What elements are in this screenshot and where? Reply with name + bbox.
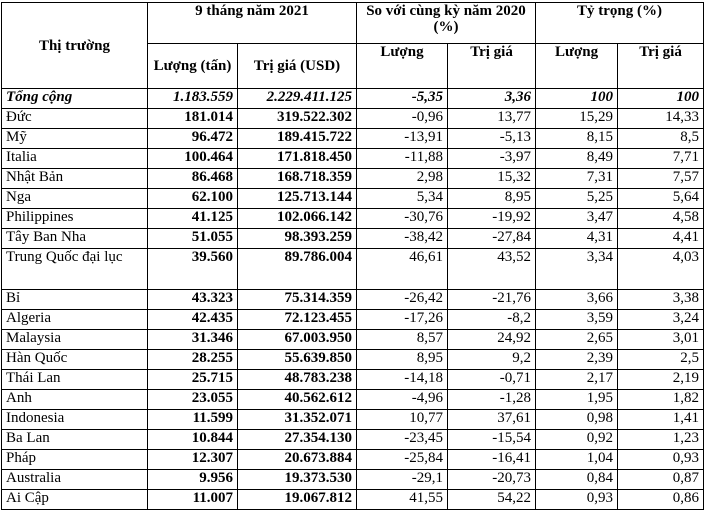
val-cell: 40.562.612 (238, 390, 357, 410)
val-share-cell: 3,01 (618, 330, 704, 350)
vol-share-cell: 2,65 (536, 330, 618, 350)
market-name-cell: Trung Quốc đại lục (2, 249, 148, 290)
vol-yoy-cell: -0,96 (357, 109, 448, 129)
val-cell: 55.639.850 (238, 350, 357, 370)
market-name-cell: Pháp (2, 450, 148, 470)
table-row (2, 430, 704, 450)
table-row (2, 129, 704, 149)
vol-cell: 181.014 (148, 109, 238, 129)
vol-share-cell: 3,66 (536, 290, 618, 310)
vol-yoy-cell: 8,95 (357, 350, 448, 370)
table-row (2, 350, 704, 370)
vol-share-cell: 0,98 (536, 410, 618, 430)
market-name-cell: Malaysia (2, 330, 148, 350)
val-share-cell: 4,58 (618, 209, 704, 229)
market-name-cell: Philippines (2, 209, 148, 229)
val-cell: 27.354.130 (238, 430, 357, 450)
vol-share-cell: 8,15 (536, 129, 618, 149)
table-row (2, 390, 704, 410)
market-name-cell: Nhật Bản (2, 169, 148, 189)
val-share-cell: 2,19 (618, 370, 704, 390)
vol-yoy-cell: 8,57 (357, 330, 448, 350)
market-name-cell: Thái Lan (2, 370, 148, 390)
market-name-cell: Nga (2, 189, 148, 209)
vol-share-cell: 1,95 (536, 390, 618, 410)
val-yoy-cell: -15,54 (448, 430, 536, 450)
table-row (2, 229, 704, 249)
val-share-cell: 1,23 (618, 430, 704, 450)
vol-share-cell: 100 (536, 89, 618, 109)
vol-share-cell: 5,25 (536, 189, 618, 209)
val-cell: 75.314.359 (238, 290, 357, 310)
export-market-table (1, 2, 704, 510)
vol-share-cell: 1,04 (536, 450, 618, 470)
table-row (2, 249, 704, 290)
val-yoy-cell: 15,32 (448, 169, 536, 189)
market-name-cell: Algeria (2, 310, 148, 330)
vol-cell: 41.125 (148, 209, 238, 229)
vol-cell: 1.183.559 (148, 89, 238, 109)
market-name-cell: Đức (2, 109, 148, 129)
vol-yoy-cell: -25,84 (357, 450, 448, 470)
val-yoy-cell: -19,92 (448, 209, 536, 229)
val-cell: 98.393.259 (238, 229, 357, 249)
header-value-yoy: Trị giá (448, 44, 536, 89)
header-market: Thị trường (2, 3, 148, 89)
header-group-9-months: 9 tháng năm 2021 (148, 3, 357, 44)
vol-yoy-cell: 5,34 (357, 189, 448, 209)
market-name-cell: Mỹ (2, 129, 148, 149)
table-row (2, 470, 704, 490)
vol-cell: 10.844 (148, 430, 238, 450)
val-cell: 319.522.302 (238, 109, 357, 129)
vol-cell: 39.560 (148, 249, 238, 290)
vol-cell: 12.307 (148, 450, 238, 470)
val-cell: 72.123.455 (238, 310, 357, 330)
table-row (2, 490, 704, 510)
val-yoy-cell: 9,2 (448, 350, 536, 370)
val-share-cell: 4,03 (618, 249, 704, 290)
table-row (2, 330, 704, 350)
market-name-cell: Indonesia (2, 410, 148, 430)
val-share-cell: 0,86 (618, 490, 704, 510)
val-yoy-cell: -3,97 (448, 149, 536, 169)
vol-cell: 9.956 (148, 470, 238, 490)
vol-yoy-cell: -30,76 (357, 209, 448, 229)
vol-yoy-cell: -11,88 (357, 149, 448, 169)
val-share-cell: 7,57 (618, 169, 704, 189)
vol-share-cell: 2,39 (536, 350, 618, 370)
vol-yoy-cell: 41,55 (357, 490, 448, 510)
vol-share-cell: 3,59 (536, 310, 618, 330)
header-volume-share: Lượng (536, 44, 618, 89)
val-yoy-cell: -1,28 (448, 390, 536, 410)
vol-share-cell: 3,47 (536, 209, 618, 229)
val-share-cell: 100 (618, 89, 704, 109)
table-row (2, 189, 704, 209)
table-row (2, 149, 704, 169)
val-share-cell: 3,38 (618, 290, 704, 310)
val-cell: 48.783.238 (238, 370, 357, 390)
table-row (2, 410, 704, 430)
vol-share-cell: 7,31 (536, 169, 618, 189)
vol-cell: 25.715 (148, 370, 238, 390)
val-share-cell: 7,71 (618, 149, 704, 169)
val-cell: 31.352.071 (238, 410, 357, 430)
vol-cell: 86.468 (148, 169, 238, 189)
vol-yoy-cell: -4,96 (357, 390, 448, 410)
val-yoy-cell: -16,41 (448, 450, 536, 470)
vol-cell: 100.464 (148, 149, 238, 169)
val-yoy-cell: 3,36 (448, 89, 536, 109)
vol-cell: 62.100 (148, 189, 238, 209)
val-cell: 189.415.722 (238, 129, 357, 149)
total-row (2, 89, 704, 109)
table-row (2, 169, 704, 189)
header-volume-tons: Lượng (tấn) (148, 44, 238, 89)
val-share-cell: 1,82 (618, 390, 704, 410)
val-yoy-cell: -27,84 (448, 229, 536, 249)
vol-share-cell: 0,84 (536, 470, 618, 490)
vol-share-cell: 0,92 (536, 430, 618, 450)
vol-cell: 96.472 (148, 129, 238, 149)
vol-share-cell: 15,29 (536, 109, 618, 129)
market-name-cell: Bỉ (2, 290, 148, 310)
header-value-usd: Trị giá (USD) (238, 44, 357, 89)
val-cell: 19.067.812 (238, 490, 357, 510)
market-name-cell: Tổng cộng (2, 89, 148, 109)
vol-share-cell: 4,31 (536, 229, 618, 249)
vol-cell: 42.435 (148, 310, 238, 330)
table-row (2, 290, 704, 310)
vol-cell: 28.255 (148, 350, 238, 370)
val-share-cell: 3,24 (618, 310, 704, 330)
val-yoy-cell: 54,22 (448, 490, 536, 510)
market-name-cell: Tây Ban Nha (2, 229, 148, 249)
market-name-cell: Ai Cập (2, 490, 148, 510)
market-name-cell: Italia (2, 149, 148, 169)
val-share-cell: 4,41 (618, 229, 704, 249)
header-group-share: Tỷ trọng (%) (536, 3, 704, 44)
vol-share-cell: 0,93 (536, 490, 618, 510)
val-yoy-cell: 13,77 (448, 109, 536, 129)
table-row (2, 209, 704, 229)
header-value-share: Trị giá (618, 44, 704, 89)
table-row (2, 109, 704, 129)
val-yoy-cell: -21,76 (448, 290, 536, 310)
vol-share-cell: 3,34 (536, 249, 618, 290)
vol-yoy-cell: -17,26 (357, 310, 448, 330)
val-share-cell: 0,87 (618, 470, 704, 490)
vol-cell: 43.323 (148, 290, 238, 310)
vol-yoy-cell: -29,1 (357, 470, 448, 490)
val-share-cell: 5,64 (618, 189, 704, 209)
table-row (2, 310, 704, 330)
vol-yoy-cell: 10,77 (357, 410, 448, 430)
table-row (2, 450, 704, 470)
vol-share-cell: 2,17 (536, 370, 618, 390)
val-yoy-cell: -8,2 (448, 310, 536, 330)
market-name-cell: Anh (2, 390, 148, 410)
val-yoy-cell: -20,73 (448, 470, 536, 490)
val-yoy-cell: -0,71 (448, 370, 536, 390)
vol-yoy-cell: -14,18 (357, 370, 448, 390)
vol-yoy-cell: -26,42 (357, 290, 448, 310)
vol-cell: 11.007 (148, 490, 238, 510)
val-share-cell: 8,5 (618, 129, 704, 149)
val-cell: 19.373.530 (238, 470, 357, 490)
market-name-cell: Hàn Quốc (2, 350, 148, 370)
vol-yoy-cell: -13,91 (357, 129, 448, 149)
vol-yoy-cell: 2,98 (357, 169, 448, 189)
val-yoy-cell: 43,52 (448, 249, 536, 290)
val-cell: 89.786.004 (238, 249, 357, 290)
vol-yoy-cell: 46,61 (357, 249, 448, 290)
vol-cell: 23.055 (148, 390, 238, 410)
val-share-cell: 2,5 (618, 350, 704, 370)
val-cell: 2.229.411.125 (238, 89, 357, 109)
header-group-yoy: So với cùng kỳ năm 2020 (%) (357, 3, 536, 44)
market-name-cell: Ba Lan (2, 430, 148, 450)
val-cell: 171.818.450 (238, 149, 357, 169)
vol-yoy-cell: -38,42 (357, 229, 448, 249)
vol-cell: 51.055 (148, 229, 238, 249)
vol-cell: 11.599 (148, 410, 238, 430)
table-row (2, 370, 704, 390)
vol-yoy-cell: -23,45 (357, 430, 448, 450)
vol-yoy-cell: -5,35 (357, 89, 448, 109)
val-yoy-cell: -5,13 (448, 129, 536, 149)
val-share-cell: 14,33 (618, 109, 704, 129)
val-cell: 168.718.359 (238, 169, 357, 189)
header-volume-yoy: Lượng (357, 44, 448, 89)
val-cell: 125.713.144 (238, 189, 357, 209)
vol-share-cell: 8,49 (536, 149, 618, 169)
val-yoy-cell: 24,92 (448, 330, 536, 350)
vol-cell: 31.346 (148, 330, 238, 350)
val-yoy-cell: 37,61 (448, 410, 536, 430)
market-name-cell: Australia (2, 470, 148, 490)
val-cell: 102.066.142 (238, 209, 357, 229)
val-cell: 67.003.950 (238, 330, 357, 350)
val-share-cell: 1,41 (618, 410, 704, 430)
val-cell: 20.673.884 (238, 450, 357, 470)
val-yoy-cell: 8,95 (448, 189, 536, 209)
val-share-cell: 0,93 (618, 450, 704, 470)
